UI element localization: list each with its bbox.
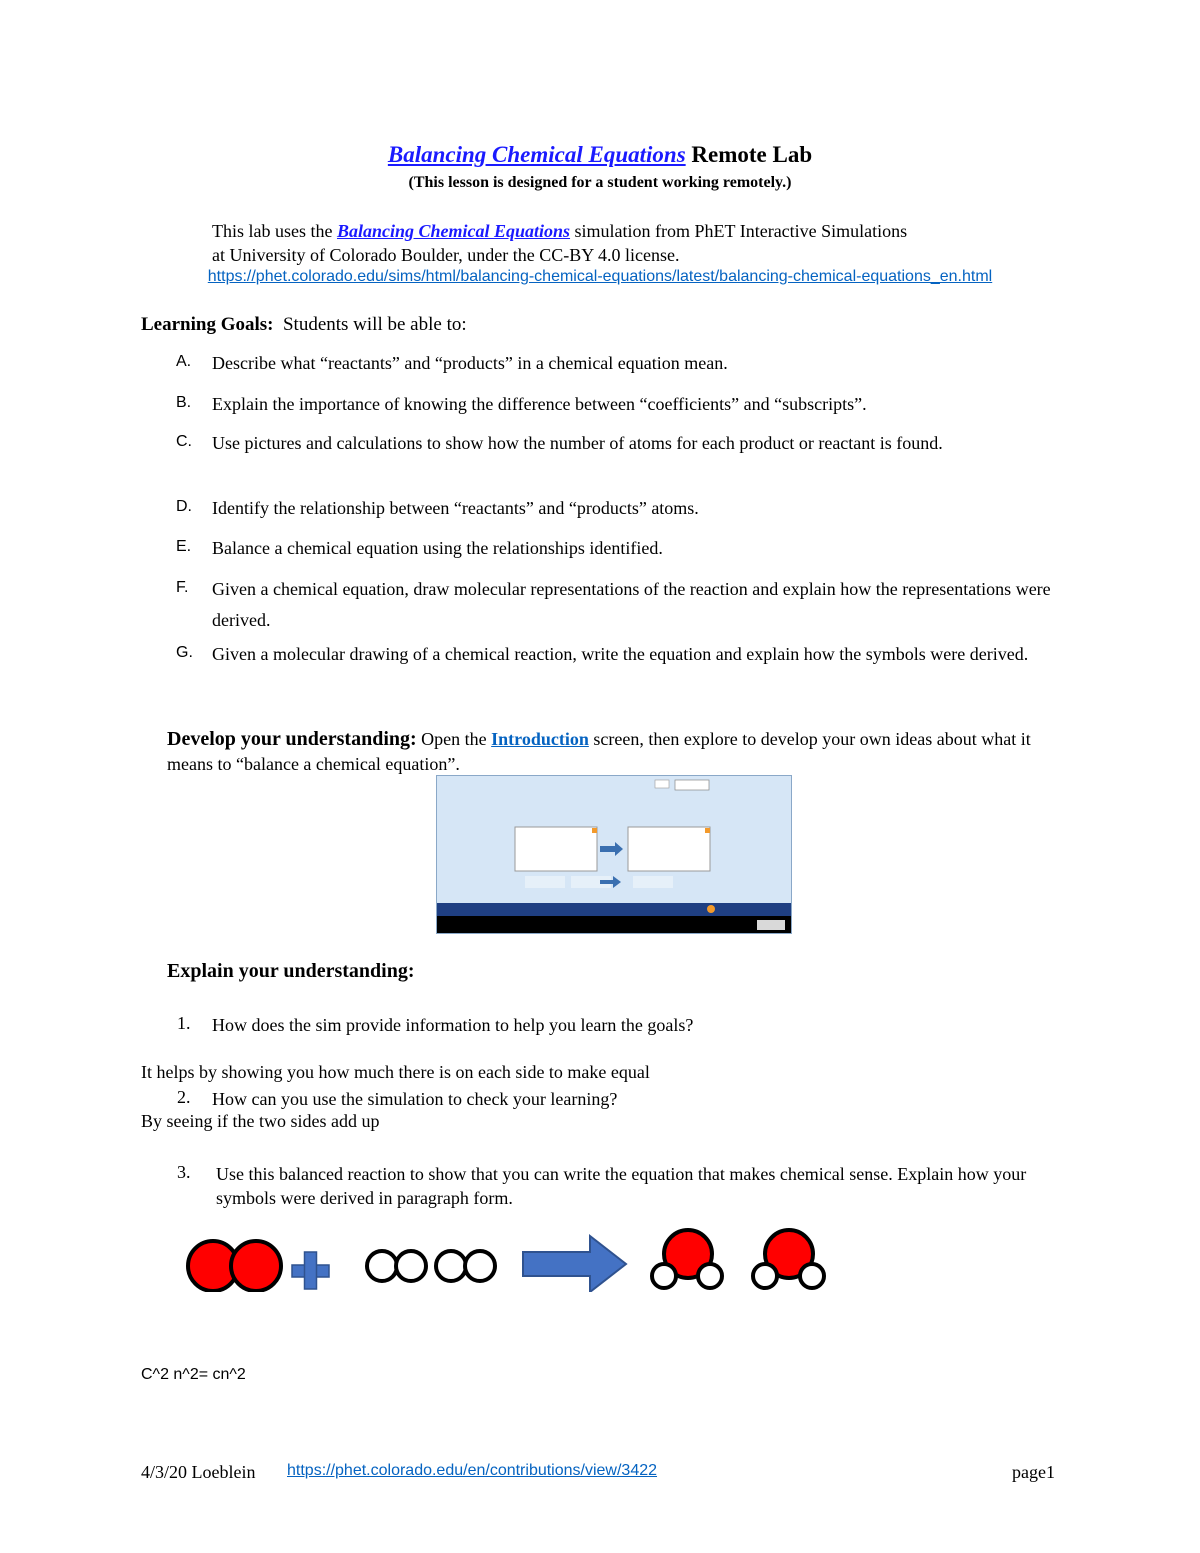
water-molecule [652,1230,722,1288]
goal-text: Given a molecular drawing of a chemical reaction, write the equation and explain how the symbols were derived. [212,644,1029,664]
goal-text: Describe what “reactants” and “products” in a chemical equation mean. [212,353,728,373]
goal-text: Explain the importance of knowing the difference between “coefficients” and “subscripts”. [212,394,867,414]
goal-text: Given a chemical equation, draw molecular representations of the reaction and explain how the representations were derived. [212,579,1051,630]
goal-letter: B. [176,394,192,411]
footer-page-number: page1 [1012,1462,1055,1482]
question-number: 1. [177,1013,191,1033]
sim-preview-graphic [437,776,791,933]
reaction-drawing [180,1222,840,1292]
plus-sign [292,1252,329,1289]
goal-letter: C. [176,433,192,450]
reaction-arrow [523,1236,626,1292]
goal-letter: D. [176,498,192,515]
answer-equation: C^2 n^2= cn^2 [141,1366,246,1383]
reaction-graphic [180,1222,840,1292]
goal-text: Identify the relationship between “reactants” and “products” atoms. [212,498,699,518]
question-text: Use this balanced reaction to show that you can write the equation that makes chemical sense. Explain how your symbols were derived in paragraph form. [216,1164,1027,1208]
sim-url-line [0,268,1200,286]
document-subtitle: (This lesson is designed for a student working remotely.) [408,174,792,191]
learning-goals-heading [141,314,467,336]
title-rest: Remote Lab [691,142,813,167]
goal-text: Use pictures and calculations to show how the number of atoms for each product or reactant is found. [212,433,943,453]
goal-text: Balance a chemical equation using the relationships identified. [212,538,663,558]
goal-letter: E. [176,538,192,555]
hydrogen-molecule [436,1251,495,1281]
intro-suffix: simulation from PhET Interactive Simulations [574,221,908,241]
develop-paragraph [167,727,1047,777]
question-number: 3. [177,1162,191,1182]
title-sim-link[interactable]: Balancing Chemical Equations [387,142,686,167]
answer-text: By seeing if the two sides add up [141,1111,380,1131]
answer-text: It helps by showing you how much there is on each side to make equal [141,1062,650,1082]
develop-after: screen, then explore to develop your own ideas about what it means to “balance a chemical equation”. [167,729,1031,774]
introduction-screen-link[interactable]: Introduction [491,729,589,749]
goal-letter: F. [176,579,189,596]
question-number: 2. [177,1087,191,1107]
explain-heading: Explain your understanding: [167,960,415,982]
sim-url-link[interactable]: https://phet.colorado.edu/sims/html/balancing-chemical-equations/latest/balancing-chemical-equations_en.html [207,268,993,285]
learning-goals-lead: Students will be able to: [282,314,467,335]
intro-license-line: at University of Colorado Boulder, under the CC-BY 4.0 license. [212,245,680,265]
develop-before: Open the [421,729,487,749]
simulation-screenshot [436,775,792,934]
intro-sim-link[interactable]: Balancing Chemical Equations [336,221,571,241]
document-title [0,142,1200,168]
intro-prefix: This lab uses the [212,221,333,241]
footer-author-date: 4/3/20 Loeblein [141,1462,256,1482]
goal-letter: A. [176,353,192,370]
goal-letter: G. [176,644,193,661]
intro-paragraph [212,219,1072,267]
footer-url [287,1462,657,1480]
oxygen-molecule [188,1241,281,1291]
hydrogen-molecule [367,1251,426,1281]
develop-heading: Develop your understanding: [167,728,417,750]
question-text: How can you use the simulation to check your learning? [212,1089,618,1109]
learning-goals-label: Learning Goals: [141,314,274,335]
water-molecule [753,1230,824,1288]
question-text: How does the sim provide information to help you learn the goals? [212,1015,694,1035]
footer-contribution-link[interactable]: https://phet.colorado.edu/en/contributions/view/3422 [287,1462,658,1479]
